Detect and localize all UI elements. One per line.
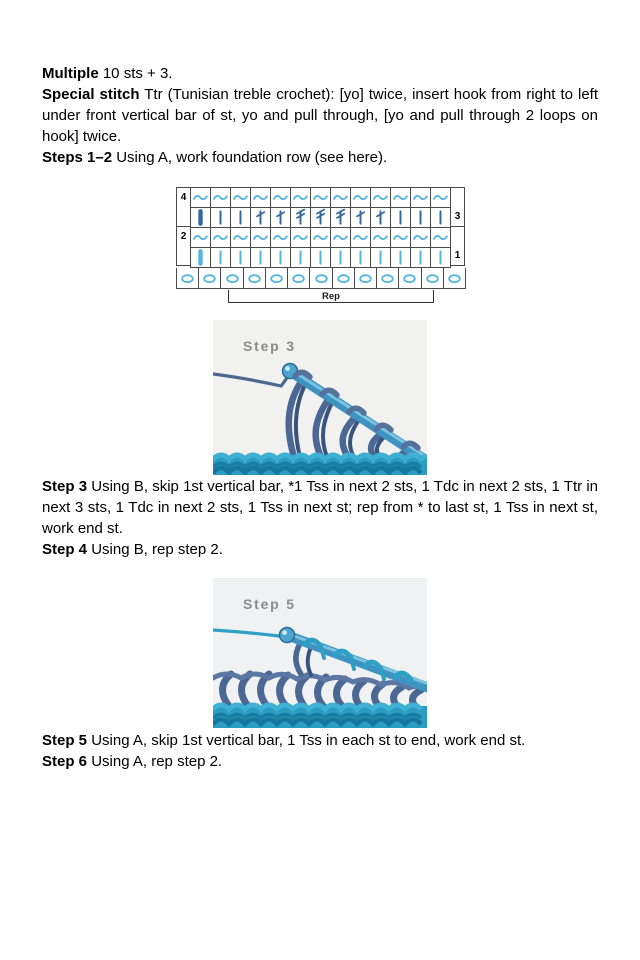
- return-pass-symbol: [271, 228, 290, 247]
- return-pass-symbol: [251, 188, 270, 207]
- step3-4-text-block: [42, 476, 598, 560]
- tunisian-simple-stitch-symbol: [431, 208, 450, 227]
- return-pass-symbol: [311, 188, 330, 207]
- steps-1-2-label: Steps 1–2: [42, 149, 113, 166]
- chart-cell-tss: [211, 208, 231, 228]
- chart-left-labels: [176, 187, 191, 266]
- rep-bracket: [228, 290, 434, 303]
- step3-photo: [213, 320, 427, 475]
- chart-cell-return: [391, 188, 411, 208]
- step3-label: Step 3: [42, 478, 88, 495]
- chart-cell-tss: [411, 248, 431, 268]
- row-label-2: [176, 226, 191, 266]
- chart-cell-tdc: [271, 208, 291, 228]
- chart-cell-ttr: [331, 208, 351, 228]
- step4-text: Using B, rep step 2.: [91, 541, 223, 558]
- tunisian-simple-stitch-symbol: [411, 208, 430, 227]
- chart-cell-return: [271, 228, 291, 248]
- intro-text-block: [42, 63, 598, 168]
- return-pass-symbol: [391, 228, 410, 247]
- return-pass-symbol: [431, 188, 450, 207]
- chart-cell-tss: [391, 208, 411, 228]
- chain-symbol: [356, 269, 375, 288]
- tunisian-simple-stitch-symbol: [331, 248, 350, 267]
- paragraph-multiple: [42, 63, 598, 84]
- chain-symbol: [245, 269, 264, 288]
- chart-grid: [190, 187, 451, 268]
- row-number: 1: [454, 250, 461, 261]
- chart-cell-return: [211, 228, 231, 248]
- chart-cell-tss: [431, 208, 451, 228]
- row-number: 4: [180, 192, 187, 203]
- chart-cell-return: [251, 228, 271, 248]
- return-pass-symbol: [371, 228, 390, 247]
- step6-text: Using A, rep step 2.: [91, 753, 223, 770]
- step4-label: Step 4: [42, 541, 88, 558]
- return-pass-symbol: [291, 188, 310, 207]
- chart-cell-return: [191, 228, 211, 248]
- chart-cell-return: [431, 228, 451, 248]
- end-stitch-symbol: [191, 248, 210, 267]
- chart-cell-return: [311, 188, 331, 208]
- return-pass-symbol: [311, 228, 330, 247]
- row-number: 2: [180, 231, 187, 242]
- chart-cell-return: [331, 228, 351, 248]
- multiple-text: 10 sts + 3.: [102, 65, 173, 82]
- chart-cell-tdc: [351, 208, 371, 228]
- tunisian-treble-crochet-symbol: [291, 208, 310, 227]
- chart-cell-tss: [311, 248, 331, 268]
- return-pass-symbol: [211, 188, 230, 207]
- chart-cell-tss: [231, 208, 251, 228]
- chain-symbol: [223, 269, 242, 288]
- return-pass-symbol: [211, 228, 230, 247]
- chain-symbol: [378, 269, 397, 288]
- tunisian-simple-stitch-symbol: [371, 248, 390, 267]
- paragraph-step4: [42, 539, 598, 560]
- chart-cell-tss: [431, 248, 451, 268]
- return-pass-symbol: [191, 228, 210, 247]
- step3-text: Using B, skip 1st vertical bar, *1 Tss in next 2 sts, 1 Tdc in next 2 sts, 1 Ttr in next 3 sts, 1 Tdc in next 2 sts, 1 Tss in next st; rep from * to last st, 1 Tss in next st, work end st.: [42, 478, 598, 537]
- return-pass-symbol: [371, 188, 390, 207]
- chart-cell-chain: [199, 268, 221, 288]
- chart-cell-chain: [355, 268, 377, 288]
- chart-cell-return: [291, 188, 311, 208]
- return-pass-symbol: [291, 228, 310, 247]
- tunisian-simple-stitch-symbol: [211, 208, 230, 227]
- end-stitch-symbol: [191, 208, 210, 227]
- tunisian-simple-stitch-symbol: [311, 248, 330, 267]
- chart-cell-return: [371, 228, 391, 248]
- chart-cell-end: [191, 248, 211, 268]
- chart-cell-tss: [231, 248, 251, 268]
- tunisian-simple-stitch-symbol: [431, 248, 450, 267]
- chain-symbol: [200, 269, 219, 288]
- return-pass-symbol: [191, 188, 210, 207]
- chain-symbol: [400, 269, 419, 288]
- chart-cell-return: [411, 228, 431, 248]
- return-pass-symbol: [411, 228, 430, 247]
- chart-cell-return: [351, 228, 371, 248]
- chart-right-labels: [450, 187, 465, 266]
- chart-cell-return: [231, 188, 251, 208]
- return-pass-symbol: [431, 228, 450, 247]
- chart-cell-chain: [244, 268, 266, 288]
- tunisian-double-crochet-symbol: [251, 208, 270, 227]
- return-pass-symbol: [411, 188, 430, 207]
- tunisian-simple-stitch-symbol: [351, 248, 370, 267]
- row-label-4: [176, 187, 191, 227]
- chart-cell-chain: [310, 268, 332, 288]
- tunisian-simple-stitch-symbol: [271, 248, 290, 267]
- chart-cell-return: [291, 228, 311, 248]
- chain-symbol: [267, 269, 286, 288]
- chart-cell-tss: [371, 248, 391, 268]
- chain-symbol: [334, 269, 353, 288]
- special-stitch-label: Special stitch: [42, 86, 140, 103]
- chart-cell-tss: [351, 248, 371, 268]
- tunisian-simple-stitch-symbol: [411, 248, 430, 267]
- return-pass-symbol: [331, 228, 350, 247]
- step6-label: Step 6: [42, 753, 88, 770]
- return-pass-symbol: [271, 188, 290, 207]
- chart-cell-tdc: [371, 208, 391, 228]
- tunisian-treble-crochet-symbol: [331, 208, 350, 227]
- chart-cell-return: [271, 188, 291, 208]
- tunisian-simple-stitch-symbol: [231, 248, 250, 267]
- chart-cell-tss: [251, 248, 271, 268]
- multiple-label: Multiple: [42, 65, 99, 82]
- chart-cell-tdc: [251, 208, 271, 228]
- chart-cell-chain: [288, 268, 310, 288]
- chain-symbol: [289, 269, 308, 288]
- chart-cell-return: [431, 188, 451, 208]
- return-pass-symbol: [331, 188, 350, 207]
- chart-cell-chain: [177, 268, 199, 288]
- chart-cell-return: [231, 228, 251, 248]
- return-pass-symbol: [391, 188, 410, 207]
- step5-photo: [213, 578, 427, 728]
- tunisian-simple-stitch-symbol: [391, 248, 410, 267]
- chart-cell-chain: [377, 268, 399, 288]
- chart-cell-return: [351, 188, 371, 208]
- chart-cell-return: [411, 188, 431, 208]
- chart-cell-return: [211, 188, 231, 208]
- chart-cell-return: [311, 228, 331, 248]
- tunisian-double-crochet-symbol: [371, 208, 390, 227]
- chart-cell-end: [191, 208, 211, 228]
- step5-label: Step 5: [42, 732, 88, 749]
- foundation-row: [176, 268, 466, 289]
- rep-label: Rep: [322, 291, 340, 302]
- chart-cell-chain: [444, 268, 465, 288]
- return-pass-symbol: [351, 188, 370, 207]
- chart-cell-return: [251, 188, 271, 208]
- chart-cell-tss: [271, 248, 291, 268]
- chart-cell-chain: [422, 268, 444, 288]
- row-number: 3: [454, 211, 461, 222]
- step3-photo-caption: Step 3: [243, 338, 296, 354]
- chart-cell-tss: [291, 248, 311, 268]
- chart-cell-chain: [266, 268, 288, 288]
- stitch-chart: [176, 187, 466, 306]
- step5-6-text-block: [42, 730, 598, 772]
- tunisian-simple-stitch-symbol: [231, 208, 250, 227]
- chart-cell-tss: [391, 248, 411, 268]
- step5-text: Using A, skip 1st vertical bar, 1 Tss in each st to end, work end st.: [91, 732, 526, 749]
- row-label-1: [450, 226, 465, 266]
- rep-row: [176, 289, 466, 306]
- paragraph-special-stitch: [42, 84, 598, 147]
- chain-symbol: [423, 269, 442, 288]
- chart-cell-chain: [333, 268, 355, 288]
- chart-cell-return: [191, 188, 211, 208]
- tunisian-simple-stitch-symbol: [211, 248, 230, 267]
- chart-cell-return: [391, 228, 411, 248]
- chart-cell-chain: [221, 268, 243, 288]
- special-stitch-text: Ttr (Tunisian treble crochet): [yo] twice, insert hook from right to left under front vertical bar of st, yo and pull through, [yo and pull through 2 loops on hook] twice.: [42, 86, 598, 145]
- chart-body: [176, 187, 466, 268]
- tunisian-treble-crochet-symbol: [311, 208, 330, 227]
- tunisian-double-crochet-symbol: [271, 208, 290, 227]
- chart-cell-chain: [399, 268, 421, 288]
- row-label-3: [450, 187, 465, 227]
- paragraph-step3: [42, 476, 598, 539]
- tunisian-double-crochet-symbol: [351, 208, 370, 227]
- chart-cell-ttr: [291, 208, 311, 228]
- chart-cell-return: [371, 188, 391, 208]
- tunisian-simple-stitch-symbol: [251, 248, 270, 267]
- return-pass-symbol: [351, 228, 370, 247]
- chain-symbol: [178, 269, 197, 288]
- chart-cell-return: [331, 188, 351, 208]
- chain-symbol: [312, 269, 331, 288]
- paragraph-step6: [42, 751, 598, 772]
- paragraph-steps-1-2: [42, 147, 598, 168]
- chart-cell-ttr: [311, 208, 331, 228]
- return-pass-symbol: [251, 228, 270, 247]
- tunisian-simple-stitch-symbol: [391, 208, 410, 227]
- return-pass-symbol: [231, 228, 250, 247]
- chain-symbol: [445, 269, 464, 288]
- tunisian-simple-stitch-symbol: [291, 248, 310, 267]
- return-pass-symbol: [231, 188, 250, 207]
- step5-photo-caption: Step 5: [243, 596, 296, 612]
- chart-cell-tss: [211, 248, 231, 268]
- steps-1-2-text: Using A, work foundation row (see here).: [116, 149, 388, 166]
- chart-cell-tss: [411, 208, 431, 228]
- paragraph-step5: [42, 730, 598, 751]
- chart-cell-tss: [331, 248, 351, 268]
